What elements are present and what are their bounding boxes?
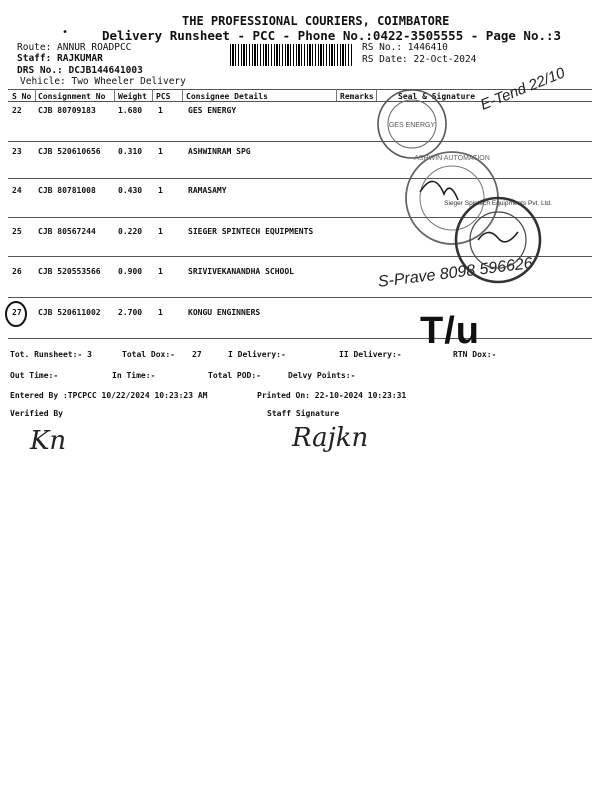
ii-delivery: II Delivery:-: [339, 350, 402, 359]
stamp-sieger: [444, 198, 552, 282]
row-consignee: GES ENERGY: [188, 106, 237, 115]
in-time: In Time:-: [112, 371, 156, 380]
stamp-ashwin-automation: [406, 152, 498, 244]
staff-handwritten-signature: Rajkn: [292, 423, 369, 453]
row-sno: 23: [12, 147, 22, 156]
handwritten-phone-note: S-Prave 8098 596626: [377, 255, 534, 291]
handwritten-tu-note: T/u: [420, 310, 480, 352]
col-header-weight: Weight: [118, 92, 147, 101]
stamp-sieger-text: Sieger Spintech Equipments Pvt. Ltd.: [444, 200, 552, 207]
row-consignment: CJB 520610656: [38, 147, 101, 156]
row27-circle-mark: [6, 302, 26, 326]
stamp-ges-energy: [378, 90, 446, 158]
route-label: Route: ANNUR ROADPCC: [17, 42, 132, 53]
dot-mark: •: [62, 27, 69, 38]
out-time: Out Time:-: [10, 371, 59, 380]
row-pcs: 1: [158, 147, 163, 156]
col-header-sno: S No: [12, 92, 32, 101]
row-weight: 0.310: [118, 147, 143, 156]
row-sno: 22: [12, 106, 22, 115]
row-weight: 0.900: [118, 267, 143, 276]
col-header-consignee: Consignee Details: [186, 92, 268, 101]
rs-number: RS No.: 1446410: [362, 42, 448, 53]
row-consignee: SRIVIVEKANANDHA SCHOOL: [188, 267, 294, 276]
row-consignee: RAMASAMY: [188, 186, 227, 195]
row-pcs: 1: [158, 106, 163, 115]
row25-signature-scribble: [478, 232, 518, 242]
row-consignee: KONGU ENGINNERS: [188, 308, 261, 317]
col-header-seal: Seal & Signature: [398, 92, 476, 101]
col-header-pcs: PCS: [156, 92, 171, 101]
entered-by: Entered By :TPCPCC 10/22/2024 10:23:23 AM: [10, 391, 208, 400]
row-sno: 25: [12, 227, 22, 236]
row-consignee: SIEGER SPINTECH EQUIPMENTS: [188, 227, 314, 236]
row-sno: 24: [12, 186, 22, 195]
row-consignment: CJB 80709183: [38, 106, 96, 115]
delvy-points: Delvy Points:-: [288, 371, 356, 380]
row24-signature-scribble: [420, 181, 458, 200]
row-weight: 0.430: [118, 186, 143, 195]
total-dox-label: Total Dox:-: [122, 350, 175, 359]
stamp-ashwin-text: ASHWIN AUTOMATION: [414, 155, 490, 162]
row-consignment: CJB 520611002: [38, 308, 101, 317]
row-weight: 0.220: [118, 227, 143, 236]
row-weight: 1.680: [118, 106, 143, 115]
row-sno: 27: [12, 308, 22, 317]
printed-on: Printed On: 22-10-2024 10:23:31: [257, 391, 407, 400]
runsheet-subtitle: Delivery Runsheet - PCC - Phone No.:0422-3505555 - Page No.:3: [102, 28, 562, 43]
row-consignee: ASHWINRAM SPG: [188, 147, 251, 156]
i-delivery: I Delivery:-: [228, 350, 286, 359]
verified-by-label: Verified By: [10, 409, 63, 418]
col-header-consignment: Consignment No: [38, 92, 106, 101]
rs-date: RS Date: 22-Oct-2024: [362, 54, 477, 65]
row-pcs: 1: [158, 227, 163, 236]
total-dox-value: 27: [192, 350, 202, 359]
tot-runsheet: Tot. Runsheet:- 3: [10, 350, 92, 359]
row-weight: 2.700: [118, 308, 143, 317]
staff-label: Staff: RAJKUMAR: [17, 53, 103, 64]
rtn-dox: RTN Dox:-: [453, 350, 497, 359]
row22-handwritten-signature: E-Tend 22/10: [478, 64, 568, 114]
row-pcs: 1: [158, 267, 163, 276]
stamp-ges-text: GES ENERGY: [388, 122, 436, 129]
row-sno: 26: [12, 267, 22, 276]
row-consignment: CJB 80567244: [38, 227, 96, 236]
col-header-remarks: Remarks: [340, 92, 374, 101]
staff-signature-label: Staff Signature: [267, 409, 340, 418]
row-pcs: 1: [158, 186, 163, 195]
verifier-handwritten-signature: Kn: [30, 426, 67, 456]
drs-number: DRS No.: DCJB144641003: [17, 65, 143, 76]
row-consignment: CJB 520553566: [38, 267, 101, 276]
row-consignment: CJB 80781008: [38, 186, 96, 195]
row-pcs: 1: [158, 308, 163, 317]
vehicle-label: Vehicle: Two Wheeler Delivery: [20, 76, 186, 87]
company-title: THE PROFESSIONAL COURIERS, COIMBATORE: [182, 14, 450, 28]
total-pod: Total POD:-: [208, 371, 261, 380]
